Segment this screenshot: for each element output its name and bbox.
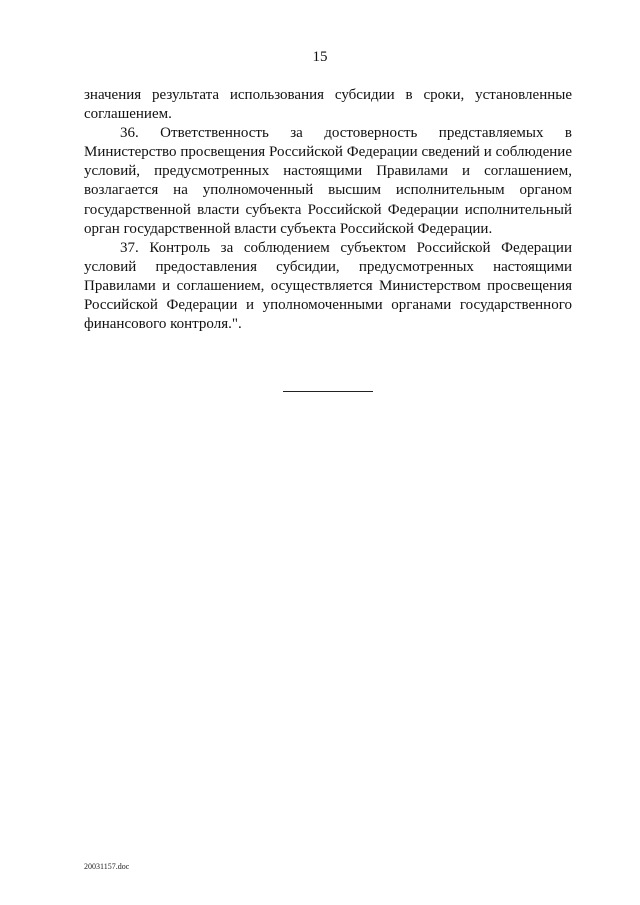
end-separator-line xyxy=(283,391,373,392)
paragraph-36: 36. Ответственность за достоверность представляемых в Министерство просвещения Российской Федерации сведений и соблюдение условий, предусмотренных настоящими Правилами и соглашением, возлагается на уполномоченный высшим исполнительным органом государственной власти субъекта Российской Федерации исполнительный орган государственной власти субъекта Российской Федерации. xyxy=(84,125,572,237)
document-body xyxy=(84,86,572,334)
paragraph-continuation: значения результата использования субсидии в сроки, установленные соглашением. xyxy=(84,87,572,123)
page-number: 15 xyxy=(312,49,328,65)
paragraph-37: 37. Контроль за соблюдением субъектом Российской Федерации условий предоставления субсидии, предусмотренных настоящими Правилами и соглашением, осуществляется Министерством просвещения Российской Федерации и уполномоченными органами государственного финансового контроля.". xyxy=(84,239,572,333)
document-file-id: 20031157.doc xyxy=(84,862,130,871)
